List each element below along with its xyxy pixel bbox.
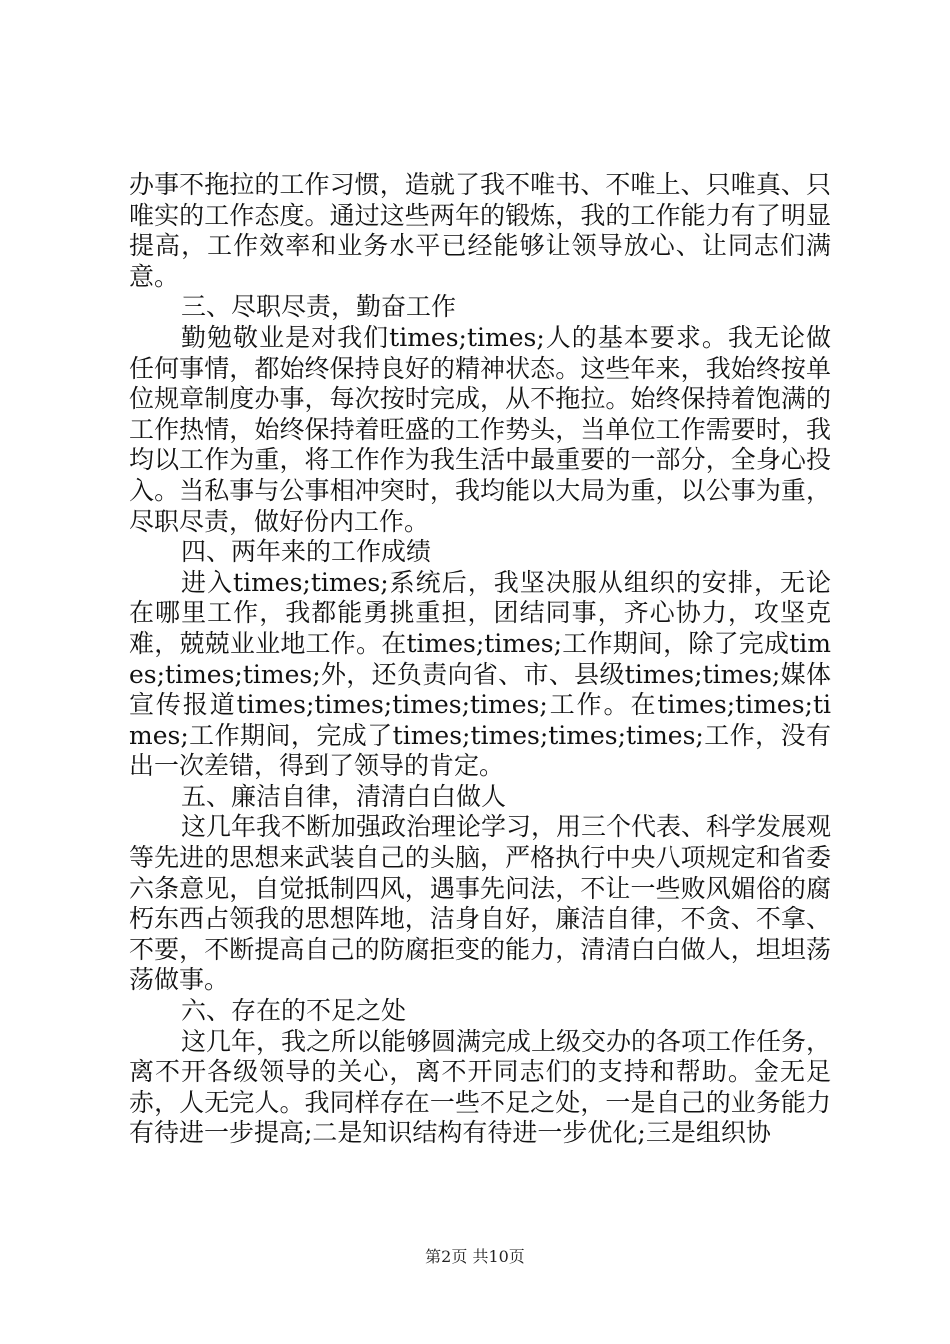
paragraph: 勤勉敬业是对我们times;times;人的基本要求。我无论做任何事情，都始终保持良好的精神状态。这些年来，我始终按单位规章制度办事，每次按时完成，从不拖拉。始终保持着饱满的工作热情，始终保持着旺盛的工作势头，当单位工作需要时，我均以工作为重，将工作作为我生活中最重要的一部分，全身心投入。当私事与公事相冲突时，我均能以大局为重，以公事为重，尽职尽责，做好份内工作。 [129,322,831,536]
paragraph-continued: 办事不拖拉的工作习惯，造就了我不唯书、不唯上、只唯真、只唯实的工作态度。通过这些两年的锻炼，我的工作能力有了明显提高，工作效率和业务水平已经能够让领导放心、让同志们满意。 [129,170,831,291]
section-heading-6: 六、存在的不足之处 [181,996,407,1026]
page-number-footer: 第2页 共10页 [425,1247,525,1266]
section-heading-5: 五、廉洁自律，清清白白做人 [181,781,507,811]
section-heading-4: 四、两年来的工作成绩 [181,537,432,567]
paragraph: 进入times;times;系统后，我坚决服从组织的安排，无论在哪里工作，我都能勇挑重担，团结同事，齐心协力，攻坚克难，兢兢业业地工作。在times;times;工作期间，除了完成times;times;times;外，还负责向省、市、县级times;times;媒体宣传报道times;times;times;times;工作。在times;times;times;工作期间，完成了times;times;times;times;工作，没有出一次差错，得到了领导的肯定。 [129,567,831,781]
paragraph: 这几年我不断加强政治理论学习，用三个代表、科学发展观等先进的思想来武装自己的头脑，严格执行中央八项规定和省委六条意见，自觉抵制四风，遇事先问法，不让一些败风媚俗的腐朽东西占领我的思想阵地，洁身自好，廉洁自律，不贪、不拿、不要，不断提高自己的防腐拒变的能力，清清白白做人，坦坦荡荡做事。 [129,812,832,995]
document-body [129,170,831,1149]
section-heading-3: 三、尽职尽责，勤奋工作 [181,292,457,322]
paragraph: 这几年，我之所以能够圆满完成上级交办的各项工作任务，离不开各级领导的关心，离不开同志们的支持和帮助。金无足赤，人无完人。我同样存在一些不足之处，一是自己的业务能力有待进一步提高;二是知识结构有待进一步优化;三是组织协 [129,1026,832,1148]
